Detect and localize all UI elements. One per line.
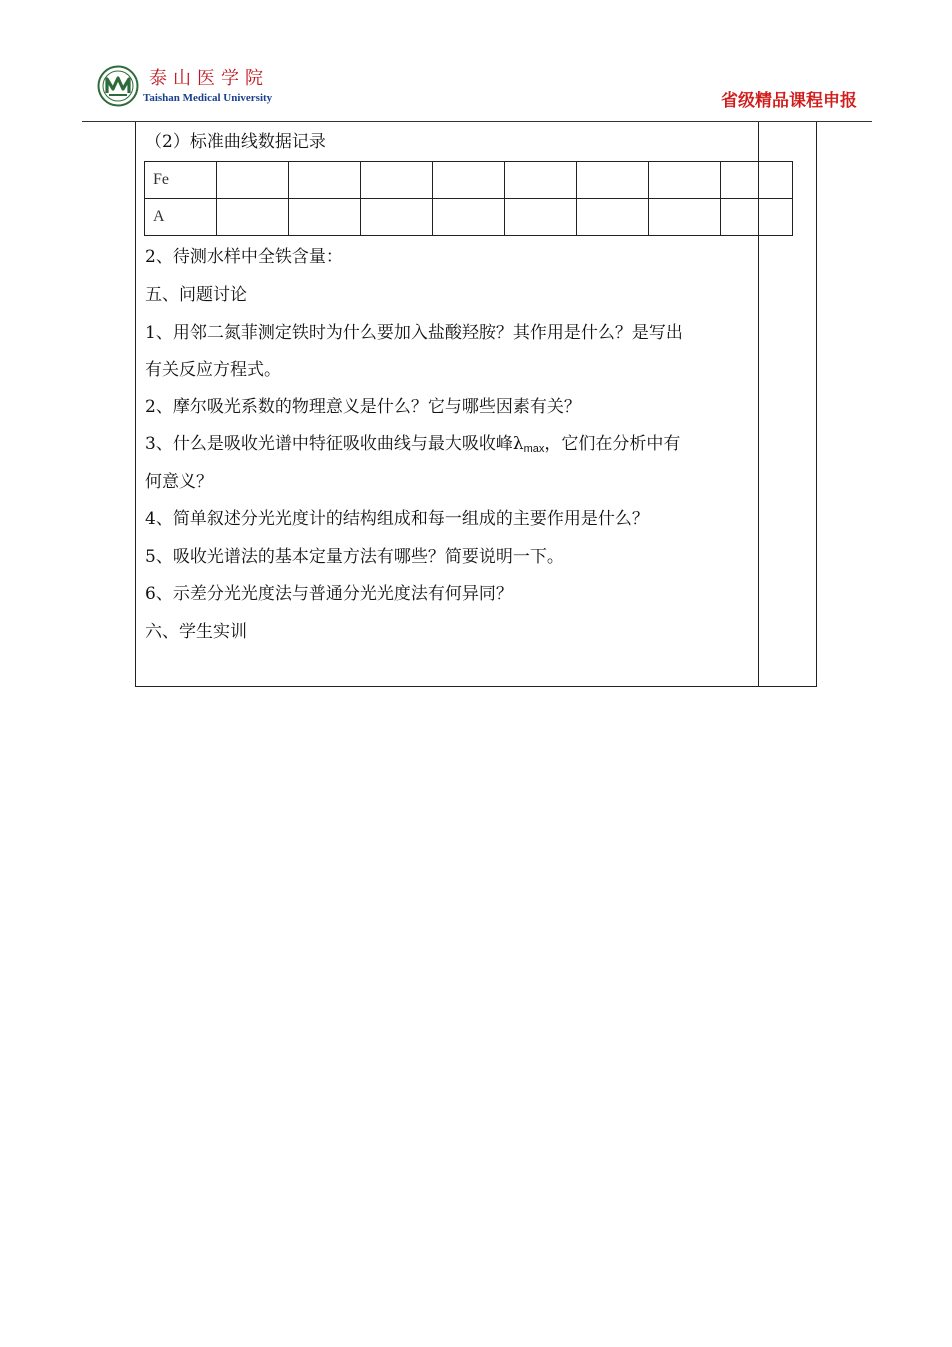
- section-heading: 六、学生实训: [145, 622, 247, 642]
- table-cell: [361, 162, 433, 199]
- text-line: 5、吸收光谱法的基本定量方法有哪些？简要说明一下。: [145, 547, 564, 567]
- university-logo-icon: [97, 65, 139, 107]
- text-line: 有关反应方程式。: [145, 360, 281, 380]
- text-line: 2、待测水样中全铁含量：: [145, 247, 343, 267]
- table-row: [145, 199, 793, 236]
- table-cell: [649, 162, 721, 199]
- q3-text-part1: 3、什么是吸收光谱中特征吸收曲线与最大吸收峰λ: [145, 434, 524, 454]
- table-cell: [433, 162, 505, 199]
- header-title: 省级精品课程申报: [721, 91, 857, 111]
- text-line: 2、摩尔吸光系数的物理意义是什么？它与哪些因素有关？: [145, 397, 581, 417]
- row-label-a: A: [145, 199, 217, 236]
- text-line: 何意义？: [145, 472, 213, 492]
- table-cell: [577, 199, 649, 236]
- university-name-en: Taishan Medical University: [143, 92, 273, 104]
- text-line: 6、示差分光光度法与普通分光光度法有何异同？: [145, 584, 513, 604]
- table-cell: [289, 199, 361, 236]
- table-cell: [649, 199, 721, 236]
- table-cell: [433, 199, 505, 236]
- table-cell: [721, 199, 793, 236]
- university-name-cn: 泰山医学院: [149, 68, 269, 89]
- table-cell: [217, 199, 289, 236]
- row-label-fe: Fe: [145, 162, 217, 199]
- table-cell: [289, 162, 361, 199]
- text-line: 1、用邻二氮菲测定铁时为什么要加入盐酸羟胺？其作用是什么？是写出: [145, 323, 683, 343]
- table-cell: [721, 162, 793, 199]
- lambda-subscript: max: [523, 443, 545, 455]
- text-line: 4、简单叙述分光光度计的结构组成和每一组成的主要作用是什么？: [145, 509, 649, 529]
- table-cell: [577, 162, 649, 199]
- table-cell: [505, 162, 577, 199]
- text-line-q3: [145, 434, 680, 459]
- table-cell: [505, 199, 577, 236]
- section-heading: 五、问题讨论: [145, 285, 247, 305]
- table-row: [145, 162, 793, 199]
- standard-curve-table: [144, 161, 793, 236]
- table-cell: [217, 162, 289, 199]
- section-title: （2）标准曲线数据记录: [145, 132, 326, 152]
- page-header: [0, 0, 952, 122]
- table-cell: [361, 199, 433, 236]
- q3-text-part2: ，它们在分析中有: [544, 434, 681, 454]
